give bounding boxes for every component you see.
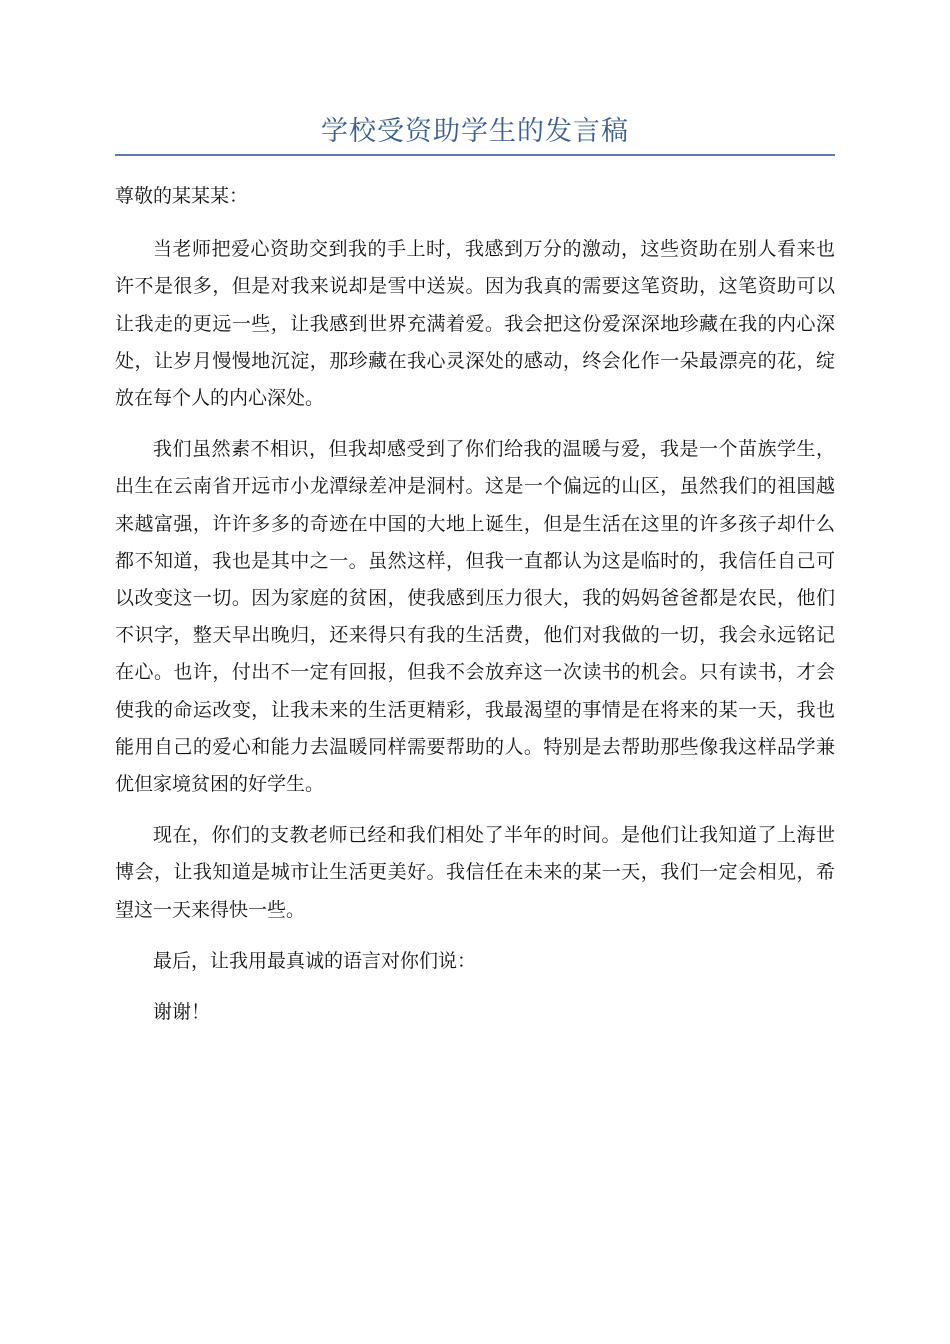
paragraph-4: 最后，让我用最真诚的语言对你们说： (153, 949, 477, 972)
paragraph-1: 当老师把爱心资助交到我的手上时，我感到万分的激动，这些资助在别人看来也许不是很多，但是对我来说却是雪中送炭。因为我真的需要这笔资助，这笔资助可以让我走的更远一些，让我感到世界充满着爱。我会把这份爱深深地珍藏在我的内心深处，让岁月慢慢地沉淀，那珍藏在我心灵深处的感动，终会化作一朵最漂亮的花，绽放在每个人的内心深处。 (115, 238, 835, 410)
paragraph-3: 现在，你们的支教老师已经和我们相处了半年的时间。是他们让我知道了上海世博会，让我知道是城市让生活更美好。我信任在未来的某一天，我们一定会相见，希望这一天来得快一些。 (115, 824, 835, 921)
closing-thanks: 谢谢！ (153, 1001, 211, 1024)
salutation: 尊敬的某某某： (115, 185, 249, 207)
title-underline (115, 154, 835, 156)
document-body (115, 178, 835, 1045)
paragraph-2: 我们虽然素不相识，但我却感受到了你们给我的温暖与爱，我是一个苗族学生，出生在云南省开远市小龙潭绿差冲是洞村。这是一个偏远的山区，虽然我们的祖国越来越富强，许许多多的奇迹在中国的大地上诞生，但是生活在这里的许多孩子却什么都不知道，我也是其中之一。虽然这样，但我一直都认为这是临时的，我信任自己可以改变这一切。因为家庭的贫困，使我感到压力很大，我的妈妈爸爸都是农民，他们不识字，整天早出晚归，还来得只有我的生活费，他们对我做的一切，我会永远铭记在心。也许，付出不一定有回报，但我不会放弃这一次读书的机会。只有读书，才会使我的命运改变，让我未来的生活更精彩，我最渴望的事情是在将来的某一天，我也能用自己的爱心和能力去温暖同样需要帮助的人。特别是去帮助那些像我这样品学兼优但家境贫困的好学生。 (115, 438, 835, 796)
document-title: 学校受资助学生的发言稿 (321, 116, 629, 147)
